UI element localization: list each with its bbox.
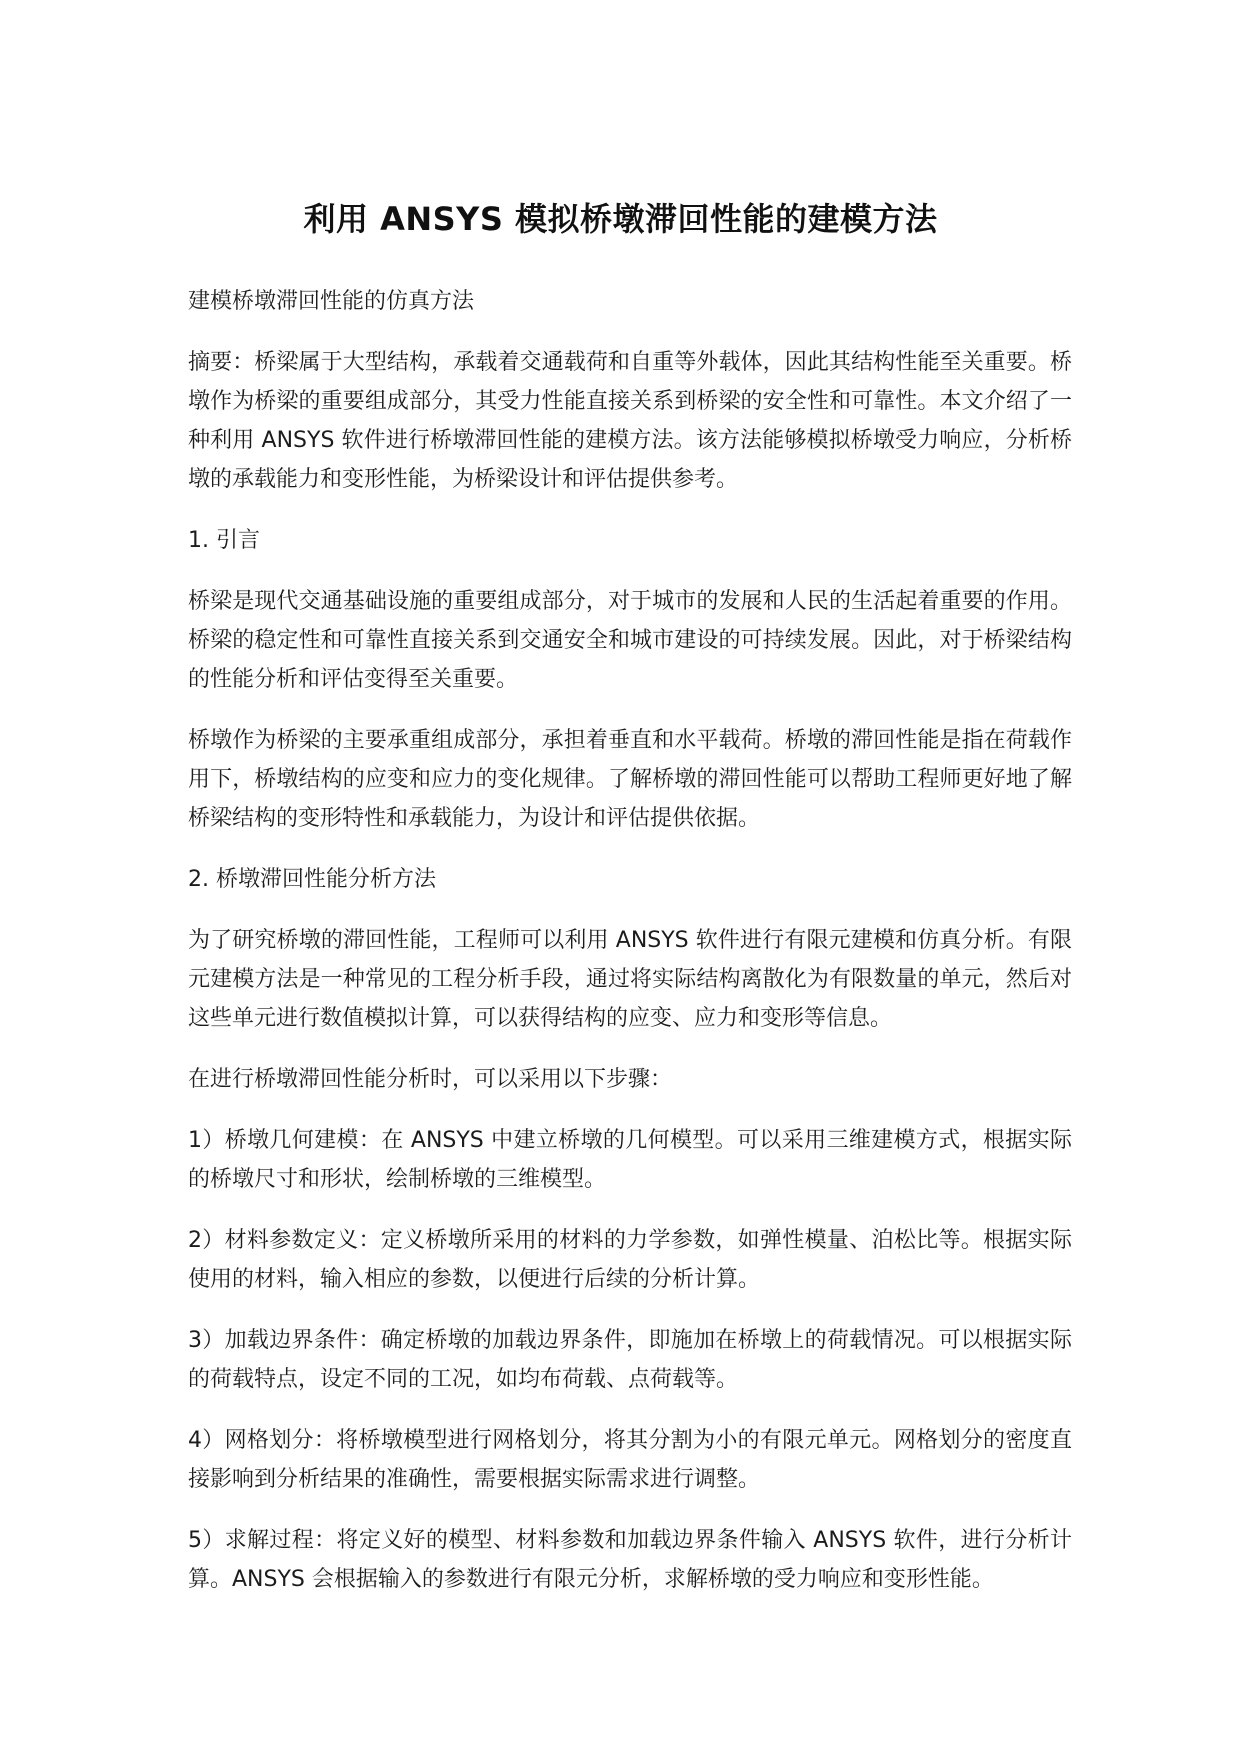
step-item: 5）求解过程：将定义好的模型、材料参数和加载边界条件输入 ANSYS 软件，进行分析计算。ANSYS 会根据输入的参数进行有限元分析，求解桥墩的受力响应和变形性能。	[188, 1528, 1072, 1592]
document-body	[188, 282, 1072, 1621]
step-item: 3）加载边界条件：确定桥墩的加载边界条件，即施加在桥墩上的荷载情况。可以根据实际的荷载特点，设定不同的工况，如均布荷载、点荷载等。	[188, 1328, 1072, 1392]
section-1-paragraph: 桥墩作为桥梁的主要承重组成部分，承担着垂直和水平载荷。桥墩的滞回性能是指在荷载作用下，桥墩结构的应变和应力的变化规律。了解桥墩的滞回性能可以帮助工程师更好地了解桥梁结构的变形特性和承载能力，为设计和评估提供依据。	[188, 728, 1072, 831]
abstract-paragraph: 摘要：桥梁属于大型结构，承载着交通载荷和自重等外载体，因此其结构性能至关重要。桥墩作为桥梁的重要组成部分，其受力性能直接关系到桥梁的安全性和可靠性。本文介绍了一种利用 ANSYS 软件进行桥墩滞回性能的建模方法。该方法能够模拟桥墩受力响应，分析桥墩的承载能力和变形性能，为桥梁设计和评估提供参考。	[188, 350, 1072, 492]
document-subtitle: 建模桥墩滞回性能的仿真方法	[188, 289, 475, 314]
section-2-paragraph: 在进行桥墩滞回性能分析时，可以采用以下步骤：	[188, 1067, 673, 1092]
section-1-heading: 1. 引言	[188, 528, 260, 553]
section-2-heading: 2. 桥墩滞回性能分析方法	[188, 867, 436, 892]
section-2-paragraph: 为了研究桥墩的滞回性能，工程师可以利用 ANSYS 软件进行有限元建模和仿真分析。有限元建模方法是一种常见的工程分析手段，通过将实际结构离散化为有限数量的单元，然后对这些单元进行数值模拟计算，可以获得结构的应变、应力和变形等信息。	[188, 928, 1072, 1031]
step-item: 2）材料参数定义：定义桥墩所采用的材料的力学参数，如弹性模量、泊松比等。根据实际使用的材料，输入相应的参数，以便进行后续的分析计算。	[188, 1228, 1072, 1292]
step-item: 4）网格划分：将桥墩模型进行网格划分，将其分割为小的有限元单元。网格划分的密度直接影响到分析结果的准确性，需要根据实际需求进行调整。	[188, 1428, 1072, 1492]
step-item: 1）桥墩几何建模：在 ANSYS 中建立桥墩的几何模型。可以采用三维建模方式，根据实际的桥墩尺寸和形状，绘制桥墩的三维模型。	[188, 1128, 1072, 1192]
section-1-paragraph: 桥梁是现代交通基础设施的重要组成部分，对于城市的发展和人民的生活起着重要的作用。桥梁的稳定性和可靠性直接关系到交通安全和城市建设的可持续发展。因此，对于桥梁结构的性能分析和评估变得至关重要。	[188, 589, 1072, 692]
document-title: 利用 ANSYS 模拟桥墩滞回性能的建模方法	[303, 200, 938, 239]
